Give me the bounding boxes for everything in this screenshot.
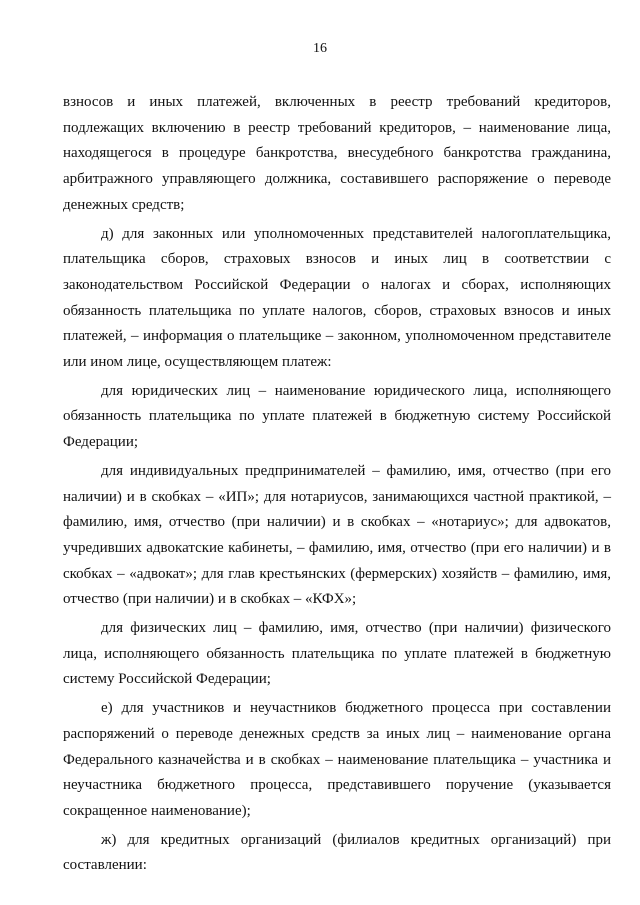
document-body xyxy=(63,90,611,879)
page-number: 16 xyxy=(313,41,327,56)
paragraph-legal-entities: для юридических лиц – наименование юридического лица, исполняющего обязанность плательщика по уплате платежей в бюджетную систему Российской Федерации; xyxy=(63,382,611,451)
paragraph-individual-entrepreneurs: для индивидуальных предпринимателей – фамилию, имя, отчество (при его наличии) и в скобках – «ИП»; для нотариусов, занимающихся частной практикой, – фамилию, имя, отчество (при наличии) и в скобках – «нотариус»; для адвокатов, учредивших адвокатские кабинеты, – фамилию, имя, отчество (при его наличии) и в скобках – «адвокат»; для глав крестьянских (фермерских) хозяйств – фамилию, имя, отчество (при наличии) и в скобках – «КФХ»; xyxy=(63,462,611,608)
paragraph-item-d: д) для законных или уполномоченных представителей налогоплательщика, плательщика сборов, страховых взносов и иных лиц в соответствии с законодательством Российской Федерации о налогах и сборах, исполняющих обязанность плательщика по уплате налогов, сборов, страховых взносов и иных платежей, – информация о плательщике – законном, уполномоченном представителе или ином лице, осуществляющем платеж: xyxy=(63,225,611,371)
paragraph-continuation: взносов и иных платежей, включенных в реестр требований кредиторов, подлежащих включению в реестр требований кредиторов, – наименование лица, находящегося в процедуре банкротства, внесудебного банкротства гражданина, арбитражного управляющего должника, составившего распоряжение о переводе денежных средств; xyxy=(63,94,611,213)
paragraph-item-zh: ж) для кредитных организаций (филиалов кредитных организаций) при составлении: xyxy=(63,831,611,874)
paragraph-item-e: е) для участников и неучастников бюджетного процесса при составлении распоряжений о переводе денежных средств за иных лиц – наименование органа Федерального казначейства и в скобках – наименование плательщика – участника и неучастника бюджетного процесса, представившего поручение (указывается сокращенное наименование); xyxy=(63,700,611,819)
paragraph-individuals: для физических лиц – фамилию, имя, отчество (при наличии) физического лица, исполняющего обязанность плательщика по уплате платежей в бюджетную систему Российской Федерации; xyxy=(63,620,611,688)
